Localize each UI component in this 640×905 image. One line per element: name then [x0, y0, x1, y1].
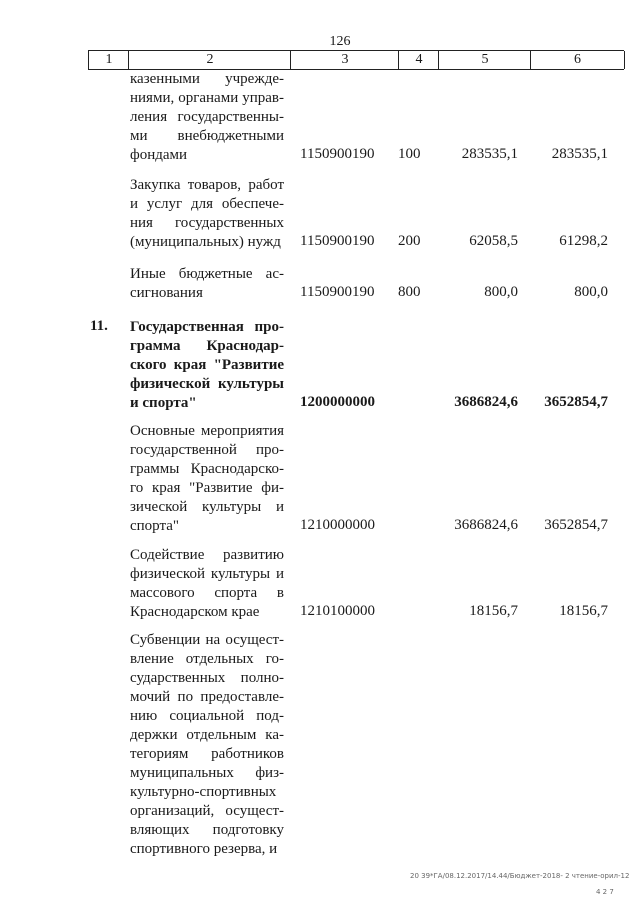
- description-line: государственной про-: [130, 442, 284, 458]
- description-line: и услуг для обеспече-: [130, 196, 284, 212]
- description-line: Основные мероприятия: [130, 423, 284, 439]
- description-line: организаций, осущест-: [130, 803, 284, 819]
- description-line: Иные бюджетные ас-: [130, 266, 284, 282]
- description-line: физической культуры: [130, 376, 284, 392]
- row-value-next: 61298,2: [559, 233, 608, 249]
- row-expense-type: 800: [398, 284, 421, 300]
- description-line: Содействие развитию: [130, 547, 284, 563]
- row-code: 1210000000: [300, 517, 375, 533]
- footer-page: 4 2 7: [596, 888, 614, 896]
- description-line: сударственных полно-: [130, 670, 284, 686]
- description-line: муниципальных физ-: [130, 765, 284, 781]
- row-code: 1150900190: [300, 284, 375, 300]
- row-value-2018: 800,0: [484, 284, 518, 300]
- description-line: грамма Краснодар-: [130, 338, 284, 354]
- description-line: ниями, органами управ-: [130, 90, 284, 106]
- row-value-next: 3652854,7: [544, 517, 608, 533]
- description-line: массового спорта в: [130, 585, 284, 601]
- row-value-2018: 283535,1: [461, 146, 518, 162]
- table-header-row: [88, 50, 624, 70]
- description-line: вляющих подготовку: [130, 822, 284, 838]
- row-number: 11.: [90, 318, 108, 334]
- row-description: [130, 70, 284, 165]
- row-description: [130, 546, 284, 622]
- row-value-next: 800,0: [574, 284, 608, 300]
- row-description: [130, 176, 284, 252]
- description-line: физической культуры и: [130, 566, 284, 582]
- description-line: ми внебюджетными: [130, 128, 284, 144]
- page-number: 126: [329, 34, 351, 49]
- row-code: 1200000000: [300, 394, 375, 410]
- row-expense-type: 100: [398, 146, 421, 162]
- description-line: держки отдельным ка-: [130, 727, 284, 743]
- description-line: вление отдельных го-: [130, 651, 284, 667]
- description-line: нию социальной под-: [130, 708, 284, 724]
- row-value-next: 283535,1: [551, 146, 608, 162]
- description-line: Государственная про-: [130, 319, 284, 335]
- row-description: [130, 318, 284, 413]
- row-description: [130, 422, 284, 536]
- description-line: ления государственны-: [130, 109, 284, 125]
- header-cell-5: 5: [438, 51, 531, 69]
- description-line: граммы Краснодарско-: [130, 461, 284, 477]
- description-line: зической культуры и: [130, 499, 284, 515]
- row-code: 1150900190: [300, 146, 375, 162]
- description-line: го края "Развитие фи-: [130, 480, 284, 496]
- description-line: Субвенции на осущест-: [130, 632, 284, 648]
- row-code: 1210100000: [300, 603, 375, 619]
- row-value-2018: 3686824,6: [454, 394, 518, 410]
- description-line: спорта": [130, 518, 180, 534]
- description-line: тегориям работников: [130, 746, 284, 762]
- row-value-next: 18156,7: [559, 603, 608, 619]
- row-description: [130, 631, 284, 859]
- row-value-2018: 18156,7: [469, 603, 518, 619]
- header-cell-3: 3: [290, 51, 399, 69]
- description-line: казенными учрежде-: [130, 71, 284, 87]
- description-line: сигнования: [130, 285, 203, 301]
- header-cell-1: 1: [88, 51, 129, 69]
- description-line: фондами: [130, 147, 188, 163]
- description-line: Краснодарском крае: [130, 604, 260, 620]
- description-line: и спорта": [130, 395, 197, 411]
- header-cell-4: 4: [398, 51, 439, 69]
- description-line: культурно-спортивных: [130, 784, 277, 800]
- header-cell-6: 6: [530, 51, 625, 69]
- header-cell-2: 2: [128, 51, 291, 69]
- description-line: спортивного резерва, и: [130, 841, 278, 857]
- description-line: Закупка товаров, работ: [130, 177, 284, 193]
- row-value-2018: 3686824,6: [454, 517, 518, 533]
- row-expense-type: 200: [398, 233, 421, 249]
- description-line: ния государственных: [130, 215, 284, 231]
- row-code: 1150900190: [300, 233, 375, 249]
- row-value-next: 3652854,7: [544, 394, 608, 410]
- description-line: ского края "Развитие: [130, 357, 284, 373]
- description-line: (муниципальных) нужд: [130, 234, 281, 250]
- description-line: мочий по предоставле-: [130, 689, 284, 705]
- row-description: [130, 265, 284, 303]
- footer-text: 20 39*ГА/08.12.2017/14.44/Бюджет-2018- 2 чтение-орил-12: [410, 872, 630, 880]
- row-value-2018: 62058,5: [469, 233, 518, 249]
